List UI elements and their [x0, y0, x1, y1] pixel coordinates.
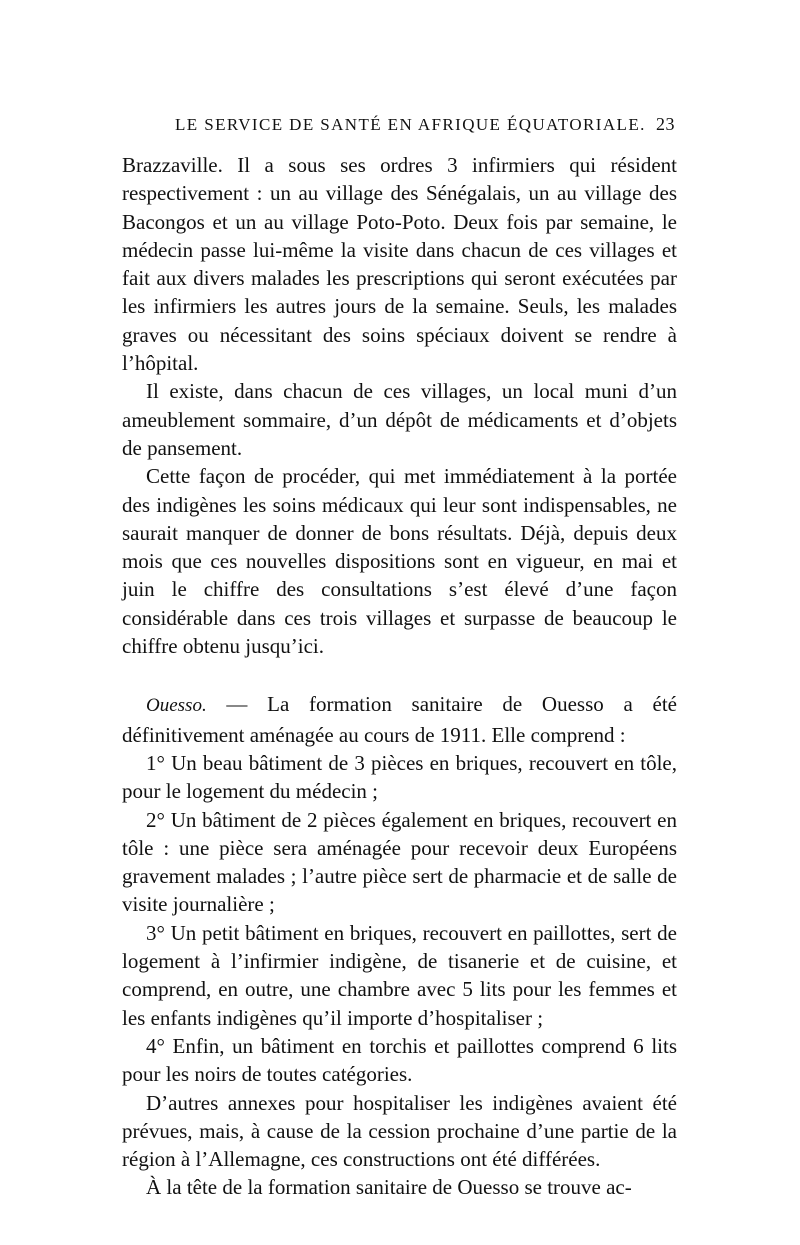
paragraph: Il existe, dans chacun de ces villages, un local muni d’un ameublement sommaire, d’un dépôt de médicaments et d’objets de pansement. — [122, 379, 677, 460]
ouesso-intro-paragraph — [122, 690, 677, 749]
item-number: 1° — [146, 750, 165, 775]
page-body — [122, 151, 677, 1202]
item-number: 3° — [146, 920, 165, 945]
list-item — [122, 806, 677, 919]
item-text: Un bâtiment de 2 pièces également en briques, recouvert en tôle : une pièce sera aménagée pour recevoir deux Européens gravement malades ; l’autre pièce sert de pharmacie et de salle de visite journalière ; — [122, 807, 677, 917]
list-item — [122, 1032, 677, 1089]
item-text: Enfin, un bâtiment en torchis et paillottes comprend 6 lits pour les noirs de toutes catégories. — [122, 1033, 677, 1087]
list-item — [122, 919, 677, 1032]
item-number: 2° — [146, 807, 165, 832]
list-item — [122, 749, 677, 806]
section-gap — [122, 660, 677, 690]
paragraph: Brazzaville. Il a sous ses ordres 3 infirmiers qui résident respectivement : un au village des Sénégalais, un au village des Bacongos et un au village Poto-Poto. Deux fois par semaine, le médecin passe lui-même la visite dans chacun de ces villages et fait aux divers malades les prescriptions qui seront exécutées par les infirmiers les autres jours de la semaine. Seuls, les malades graves ou nécessitant des soins spéciaux doivent se rendre à l’hôpital. — [122, 153, 677, 376]
ouesso-intro-text: — La formation sanitaire de Ouesso a été définitivement aménagée au cours de 1911. Elle comprend : — [122, 692, 677, 747]
paragraph: Cette façon de procéder, qui met immédiatement à la portée des indigènes les soins médicaux qui leur sont indispensables, ne saurait manquer de donner de bons résultats. Déjà, depuis deux mois que ces nouvelles dispositions sont en vigueur, en mai et juin le chiffre des consultations s’est élevé d’une façon considérable dans ces trois villages et surpasse de beaucoup le chiffre obtenu jusqu’ici. — [122, 464, 677, 659]
page-number: 23 — [656, 114, 675, 134]
paragraph: D’autres annexes pour hospitaliser les indigènes avaient été prévues, mais, à cause de la cession prochaine d’une partie de la région à l’Allemagne, ces constructions ont été différées. — [122, 1090, 677, 1172]
item-number: 4° — [146, 1033, 165, 1058]
running-header — [175, 114, 675, 135]
running-title: LE SERVICE DE SANTÉ EN AFRIQUE ÉQUATORIALE. — [175, 115, 646, 134]
item-text: Un petit bâtiment en briques, recouvert en paillottes, sert de logement à l’infirmier indigène, de tisanerie et de cuisine, et comprend, en outre, une chambre avec 5 lits pour les femmes et les enfants indigènes qu’il importe d’hospitaliser ; — [122, 920, 677, 1030]
section-place-name: Ouesso. — [146, 695, 207, 717]
item-text: Un beau bâtiment de 3 pièces en briques, recouvert en tôle, pour le logement du médecin ; — [122, 750, 677, 804]
paragraph: À la tête de la formation sanitaire de Ouesso se trouve ac- — [146, 1175, 632, 1200]
